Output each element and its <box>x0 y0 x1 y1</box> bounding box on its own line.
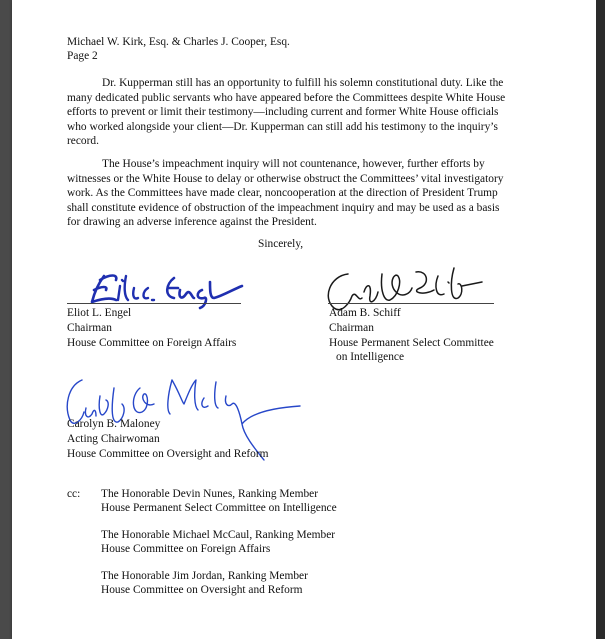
cc-entry-line1: The Honorable Michael McCaul, Ranking Member <box>101 529 336 541</box>
cc-entry-line2: House Permanent Select Committee on Intelligence <box>101 502 337 514</box>
cc-entry-line1: The Honorable Devin Nunes, Ranking Member <box>101 488 319 500</box>
paragraph-2-line: The House’s impeachment inquiry will not countenance, however, further efforts by <box>102 158 485 170</box>
signatory-committee: House Committee on Oversight and Reform <box>67 448 269 460</box>
paragraph-1-line: efforts to prevent or limit their testimony—including current and former White House officials <box>67 106 499 119</box>
signatory-title: Chairman <box>67 322 112 334</box>
signatory-committee: House Permanent Select Committee <box>329 337 494 349</box>
document-page <box>12 0 596 639</box>
signature-line <box>67 303 241 304</box>
paragraph-1-line: many dedicated public servants who have appeared before the Committees despite White House <box>67 91 506 104</box>
paragraph-1-line: Dr. Kupperman still has an opportunity to fulfill his solemn constitutional duty. Like the <box>102 77 504 89</box>
engel-signature <box>82 268 252 308</box>
signatory-name: Eliot L. Engel <box>67 307 132 319</box>
cc-entry-line2: House Committee on Oversight and Reform <box>101 584 303 596</box>
closing-sincerely: Sincerely, <box>258 238 304 250</box>
cc-label: cc: <box>67 488 81 500</box>
paragraph-1-line: record. <box>67 135 99 148</box>
signatory-committee: House Committee on Foreign Affairs <box>67 337 237 349</box>
signatory-title: Acting Chairwoman <box>67 433 160 445</box>
paragraph-1-line: who worked alongside your client—Dr. Kupperman can still add his testimony to the inquiry’s <box>67 120 498 133</box>
header-page-number: Page 2 <box>67 50 98 62</box>
cc-entry-line2: House Committee on Foreign Affairs <box>101 543 271 555</box>
signatory-committee-line2: on Intelligence <box>336 351 404 363</box>
paragraph-2-line: witnesses or the White House to delay or otherwise obstruct the Committees’ vital investigatory <box>67 172 504 185</box>
header-addressee: Michael W. Kirk, Esq. & Charles J. Cooper, Esq. <box>67 36 290 48</box>
viewer-scroll-gutter <box>596 0 605 639</box>
paragraph-2-line: shall constitute evidence of obstruction of the impeachment inquiry and may be used as a basis <box>67 201 500 214</box>
signature-line <box>328 303 494 304</box>
signatory-name: Carolyn B. Maloney <box>67 418 161 430</box>
paragraph-2-line: for drawing an adverse inference against the President. <box>67 216 317 229</box>
cc-entry-line1: The Honorable Jim Jordan, Ranking Member <box>101 570 308 582</box>
signatory-title: Chairman <box>329 322 374 334</box>
paragraph-2-line: work. As the Committees have made clear, noncooperation at the direction of President Trump <box>67 187 498 200</box>
signatory-name: Adam B. Schiff <box>329 307 401 319</box>
